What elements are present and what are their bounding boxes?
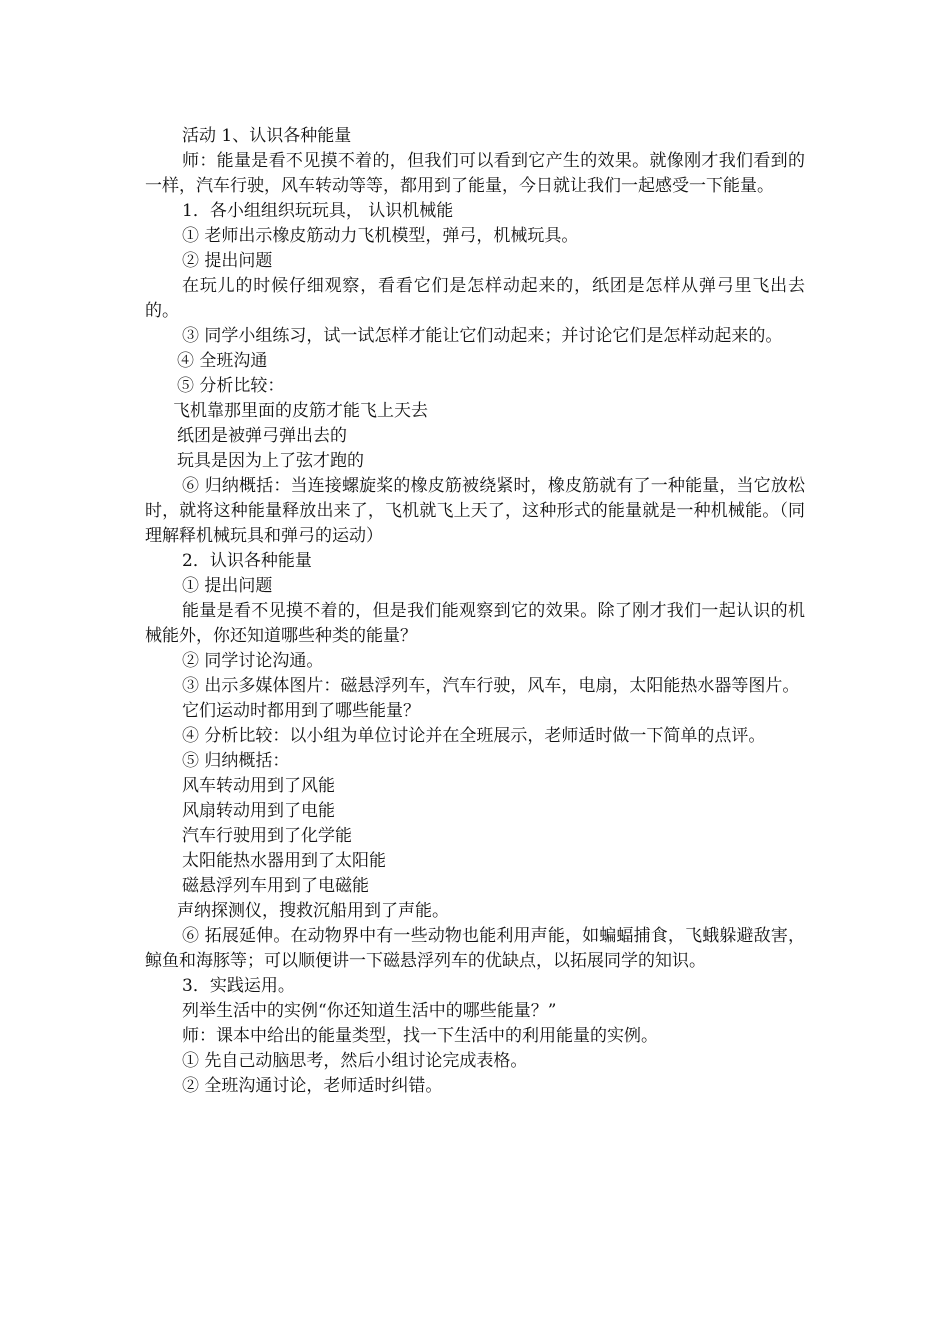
paragraph: 风扇转动用到了电能 [182,801,335,821]
list-item: ③ 出示多媒体图片：磁悬浮列车，汽车行驶，风车，电扇，太阳能热水器等图片。 [182,676,800,696]
list-item: ⑤ 分析比较： [177,376,285,396]
list-item: ② 提出问题 [182,251,273,271]
paragraph: 汽车行驶用到了化学能 [182,826,352,846]
list-item: ① 提出问题 [182,576,273,596]
list-item: ① 老师出示橡皮筋动力飞机模型，弹弓，机械玩具。 [182,226,579,246]
paragraph: 磁悬浮列车用到了电磁能 [182,876,369,896]
paragraph: 玩具是因为上了弦才跑的 [177,451,364,471]
list-item: ③ 同学小组练习，试一试怎样才能让它们动起来；并讨论它们是怎样动起来的。 [182,326,783,346]
list-item: ② 同学讨论沟通。 [182,651,324,671]
section-heading: 1．各小组组织玩玩具， 认识机械能 [182,201,454,221]
list-item: ④ 分析比较：以小组为单位讨论并在全班展示，老师适时做一下简单的点评。 [182,726,766,746]
list-item: ⑤ 归纳概括： [182,751,290,771]
list-item: ② 全班沟通讨论，老师适时纠错。 [182,1076,443,1096]
paragraph: 师：能量是看不见摸不着的，但我们可以看到它产生的效果。就像刚才我们看到的一样，汽车行驶，风车转动等等，都用到了能量，今日就让我们一起感受一下能量。 [145,151,805,196]
paragraph: 纸团是被弹弓弹出去的 [177,426,347,446]
paragraph: 列举生活中的实例“你还知道生活中的哪些能量？” [182,1001,557,1021]
list-item: ④ 全班沟通 [177,351,268,371]
activity-heading: 活动 1、认识各种能量 [182,126,352,146]
paragraph: 能量是看不见摸不着的，但是我们能观察到它的效果。除了刚才我们一起认识的机械能外，你还知道哪些种类的能量？ [145,601,805,646]
list-item: ⑥ 归纳概括：当连接螺旋桨的橡皮筋被绕紧时，橡皮筋就有了一种能量，当它放松时，就将这种能量释放出来了，飞机就飞上天了，这种形式的能量就是一种机械能。（同理解释机械玩具和弹弓的运动） [145,476,805,546]
list-item: ⑥ 拓展延伸。在动物界中有一些动物也能利用声能，如蝙蝠捕食，飞蛾躲避敌害，鲸鱼和海豚等；可以顺便讲一下磁悬浮列车的优缺点，以拓展同学的知识。 [145,926,805,971]
list-item: ① 先自己动脑思考，然后小组讨论完成表格。 [182,1051,528,1071]
section-heading: 2．认识各种能量 [182,551,312,571]
section-heading: 3．实践运用。 [182,976,295,996]
paragraph: 在玩儿的时候仔细观察，看看它们是怎样动起来的，纸团是怎样从弹弓里飞出去的。 [145,276,805,321]
paragraph: 飞机靠那里面的皮筋才能飞上天去 [173,401,428,421]
paragraph: 风车转动用到了风能 [182,776,335,796]
paragraph: 太阳能热水器用到了太阳能 [182,851,386,871]
document-body [145,124,805,1099]
paragraph: 它们运动时都用到了哪些能量？ [182,701,420,721]
paragraph: 师：课本中给出的能量类型，找一下生活中的利用能量的实例。 [182,1026,658,1046]
paragraph: 声纳探测仪，搜救沉船用到了声能。 [177,901,449,921]
